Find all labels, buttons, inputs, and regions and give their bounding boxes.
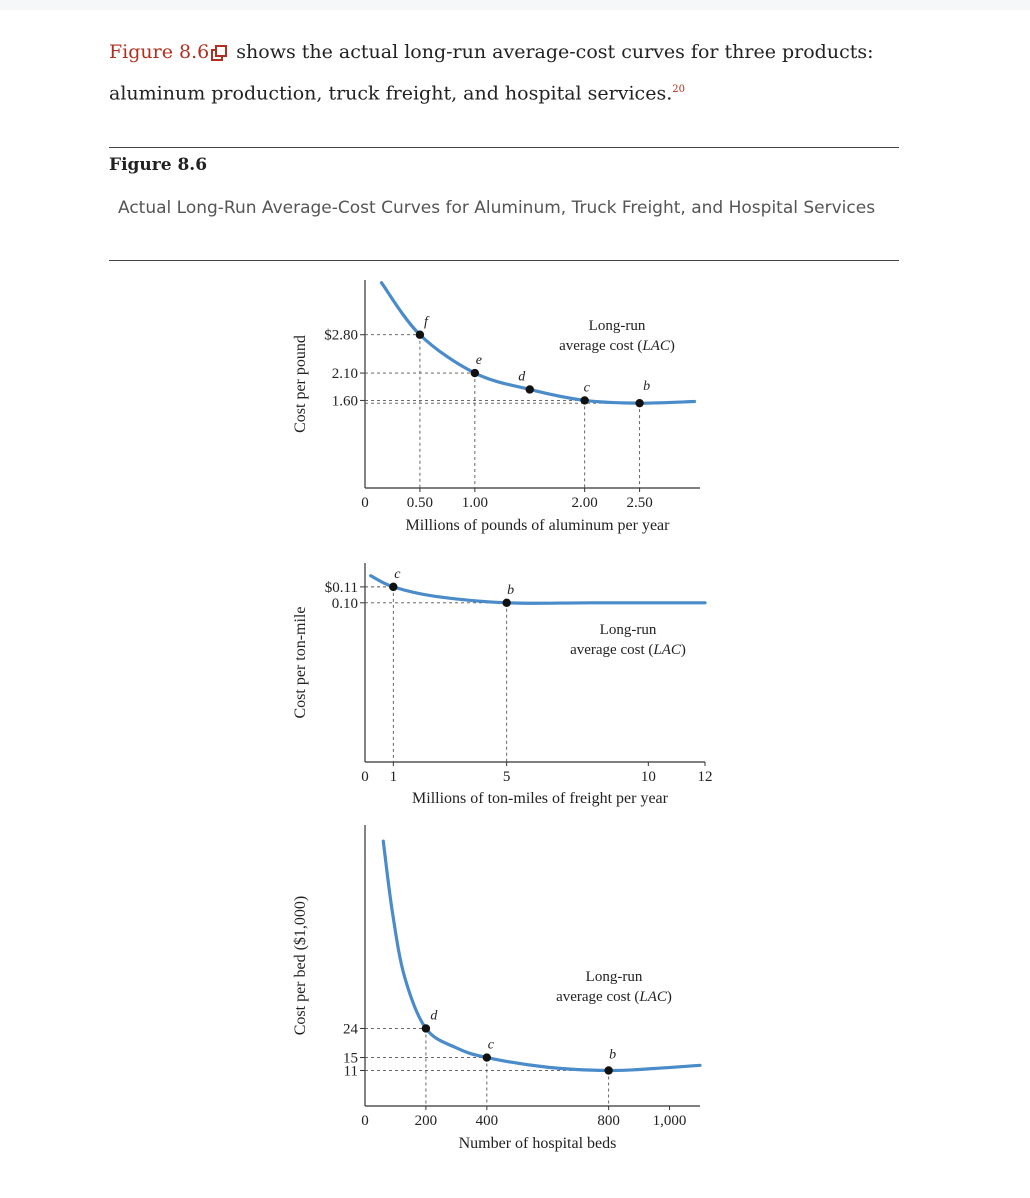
curve-label-line2: average cost (LAC) — [570, 642, 686, 658]
x-tick-label: 0 — [361, 1113, 369, 1129]
point-label-e: e — [475, 353, 482, 369]
y-axis-label: Cost per ton-mile — [292, 606, 309, 719]
y-tick-label: 24 — [343, 1021, 358, 1038]
y-tick-label: 15 — [343, 1050, 358, 1067]
data-point-c — [389, 583, 397, 591]
data-point-b — [635, 399, 643, 407]
curve-label-line2: average cost (LAC) — [559, 338, 675, 354]
x-tick-label: 12 — [697, 769, 713, 785]
y-tick-label: $0.11 — [324, 579, 358, 596]
x-tick-label: 0.50 — [406, 495, 434, 511]
x-tick-label: 10 — [640, 769, 656, 785]
data-point-d — [422, 1024, 430, 1032]
curve-label-line2: average cost (LAC) — [556, 989, 672, 1005]
x-axis-label: Millions of ton-miles of freight per year — [412, 790, 668, 807]
point-label-b: b — [643, 379, 651, 395]
x-tick-label: 1,000 — [652, 1113, 687, 1129]
point-label-f: f — [423, 314, 428, 330]
figure-caption: Actual Long-Run Average-Cost Curves for Aluminum, Truck Freight, and Hospital Services — [118, 198, 876, 218]
point-label-c: c — [487, 1037, 494, 1053]
x-axis-label: Number of hospital beds — [458, 1135, 617, 1152]
y-tick-label: 11 — [343, 1063, 358, 1080]
data-point-f — [416, 331, 424, 339]
x-tick-label: 2.00 — [571, 495, 598, 511]
y-axis-label: Cost per bed ($1,000) — [292, 895, 309, 1036]
data-point-b — [502, 599, 510, 607]
curve-label-line1: Long-run — [599, 622, 657, 638]
lac-curve — [383, 841, 700, 1070]
y-tick-label: $2.80 — [324, 327, 358, 344]
point-label-b: b — [609, 1047, 617, 1063]
lac-curve — [371, 576, 705, 604]
x-tick-label: 400 — [475, 1113, 499, 1129]
x-tick-label: 5 — [502, 769, 511, 785]
x-tick-label: 800 — [597, 1113, 620, 1129]
x-axis-label: Millions of pounds of aluminum per year — [405, 517, 670, 534]
footnote-link[interactable]: 20 — [672, 84, 685, 95]
point-label-d: d — [430, 1008, 438, 1024]
figure-link[interactable]: Figure 8.6 — [109, 41, 210, 63]
x-tick-label: 2.50 — [626, 495, 653, 511]
data-point-c — [483, 1053, 491, 1061]
intro-text-line2: aluminum production, truck freight, and hospital services. — [109, 82, 673, 105]
figure-label: Figure 8.6 — [109, 155, 208, 175]
point-label-c: c — [394, 566, 401, 582]
intro-text-line1: shows the actual long-run average-cost curves for three products: — [230, 41, 874, 63]
point-label-d: d — [518, 369, 526, 385]
point-label-b: b — [507, 582, 515, 598]
x-tick-label: 0 — [361, 495, 369, 511]
y-tick-label: 0.10 — [331, 595, 358, 612]
x-tick-label: 0 — [361, 769, 369, 785]
x-tick-label: 1.00 — [461, 495, 488, 511]
data-point-c — [580, 396, 588, 404]
curve-label-line1: Long-run — [588, 318, 646, 334]
y-axis-label: Cost per pound — [292, 335, 309, 433]
x-tick-label: 1 — [389, 769, 398, 785]
y-tick-label: 1.60 — [331, 393, 358, 410]
x-tick-label: 200 — [414, 1113, 438, 1129]
curve-label-line1: Long-run — [585, 969, 643, 985]
data-point-e — [471, 369, 479, 377]
data-point-d — [526, 385, 534, 393]
data-point-b — [604, 1066, 612, 1074]
point-label-c: c — [583, 380, 590, 396]
y-tick-label: 2.10 — [331, 366, 358, 383]
